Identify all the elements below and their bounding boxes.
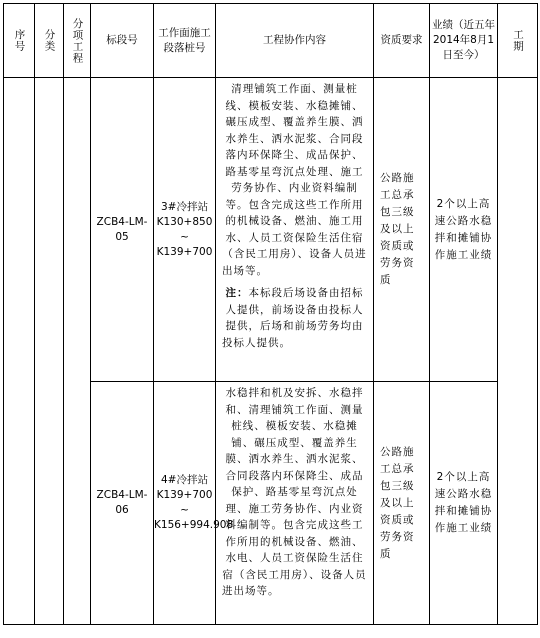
- header-sub-project: 分项工程: [64, 4, 91, 78]
- header-content: 工程协作内容: [216, 4, 374, 78]
- table-row: [4, 78, 538, 382]
- header-row: [4, 4, 538, 78]
- performance-cell: 2个以上高速公路水稳拌和摊铺协作施工业绩: [430, 382, 498, 625]
- section-note: 注：本标段后场设备由招标人提供，前场设备由投标人提供，后场和前场劳务均由投标人提供。: [222, 287, 364, 349]
- category-cell: [35, 78, 64, 625]
- sub-project-cell: [64, 78, 91, 625]
- header-performance: 业绩（近五年2014年8月1日至今）: [430, 4, 498, 78]
- header-seq: 序号: [4, 4, 35, 78]
- bid-section-table: [3, 3, 538, 625]
- header-category: 分类: [35, 4, 64, 78]
- performance-cell: 2个以上高速公路水稳拌和摊铺协作施工业绩: [430, 78, 498, 382]
- header-qualification: 资质要求: [374, 4, 430, 78]
- qualification-cell: 公路施工总承包三级及以上资质或劳务资质: [374, 382, 430, 625]
- content-cell: 清理铺筑工作面、测量桩线、模板安装、水稳摊铺、碾压成型、覆盖养生膜、洒水养生、洒水泥浆、合同段落内环保降尘、成品保护、路基零星弯沉点处理、施工劳务协作、内业资料编制等。包含完成这些工作所用的机械设备、燃油、施工用水、人员工资保险生活住宿（含民工用房）、设备人员进出场等。 注：本标段后场设备由招标人提供，前场设备由投标人提供，后场和前场劳务均由投标人提供。: [216, 78, 374, 382]
- section-no-cell: ZCB4-LM-05: [91, 78, 154, 382]
- seq-cell: [4, 78, 35, 625]
- duration-cell: [498, 78, 538, 625]
- qualification-cell: 公路施工总承包三级及以上资质或劳务资质: [374, 78, 430, 382]
- header-work-stake: 工作面施工段落桩号: [154, 4, 216, 78]
- stake-cell: 3#冷拌站 K130+850 ~ K139+700: [154, 78, 216, 382]
- header-section-no: 标段号: [91, 4, 154, 78]
- content-cell: 水稳拌和机及安拆、水稳拌和、清理铺筑工作面、测量桩线、模板安装、水稳摊铺、碾压成型、覆盖养生膜、洒水养生、洒水泥浆、合同段落内环保降尘、成品保护、路基零星弯沉点处理、施工劳务协作、内业资料编制等。包含完成这些工作所用的机械设备、燃油、水电、人员工资保险生活住宿（含民工用房）、设备人员进出场等。: [216, 382, 374, 625]
- header-duration: 工期: [498, 4, 538, 78]
- section-no-cell: ZCB4-LM-06: [91, 382, 154, 625]
- stake-cell: 4#冷拌站 K139+700 ~ K156+994.908: [154, 382, 216, 625]
